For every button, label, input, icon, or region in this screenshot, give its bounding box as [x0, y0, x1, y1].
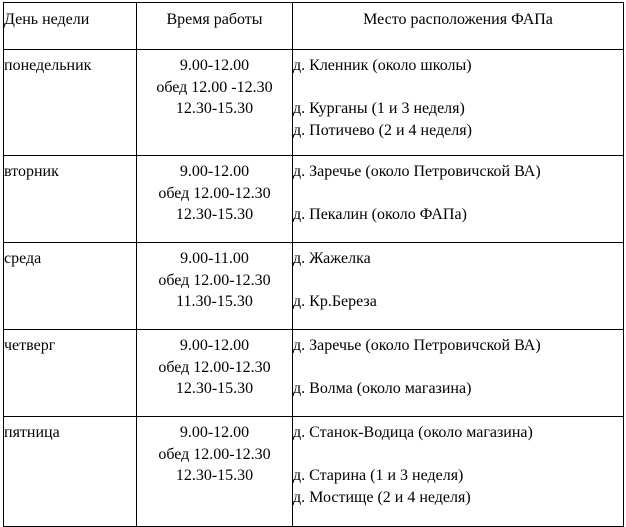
place-cell [293, 330, 624, 417]
work-hours: 9.00-11.00 [180, 250, 249, 267]
place-primary: д. Жажелка [293, 250, 371, 267]
time-cell [137, 417, 293, 527]
work-hours-after-lunch: 11.30-15.30 [176, 293, 253, 310]
lunch-break: обед 12.00-12.30 [158, 271, 271, 289]
place-secondary: д. Кр.Береза [293, 293, 377, 310]
place-secondary: д. Пекалин (около ФАПа) [293, 206, 467, 223]
place-primary: д. Станок-Водица (около магазина) [293, 424, 533, 441]
header-place: Место расположения ФАПа [293, 3, 624, 50]
work-hours: 9.00-12.00 [179, 163, 250, 180]
header-day: День недели [4, 3, 137, 50]
place-secondary: д. Мостище (2 и 4 неделя) [293, 488, 471, 506]
place-secondary: д. Потичево (2 и 4 неделя) [293, 121, 472, 139]
table-row [4, 243, 624, 330]
time-cell [137, 330, 293, 417]
place-secondary: д. Волма (около магазина) [293, 380, 472, 397]
table-row [4, 50, 624, 156]
place-primary: д. Заречье (около Петровичской ВА) [293, 337, 541, 354]
day-cell: вторник [4, 156, 137, 243]
work-hours-after-lunch: 12.30-15.30 [175, 380, 254, 397]
day-cell: пятница [4, 417, 137, 527]
table-row [4, 417, 624, 527]
place-cell [293, 243, 624, 330]
day-cell: четверг [4, 330, 137, 417]
place-secondary: д. Старина (1 и 3 неделя) [293, 467, 464, 484]
work-hours: 9.00-12.00 [179, 337, 250, 354]
day-cell: среда [4, 243, 137, 330]
table-row [4, 156, 624, 243]
time-cell [137, 50, 293, 156]
place-secondary: д. Курганы (1 и 3 неделя) [293, 100, 465, 117]
place-primary: д. Заречье (около Петровичской ВА) [293, 163, 541, 180]
place-cell [293, 417, 624, 527]
work-hours: 9.00-12.00 [179, 424, 250, 441]
lunch-break: обед 12.00-12.30 [158, 445, 271, 463]
lunch-break: обед 12.00-12.30 [158, 358, 271, 376]
place-cell [293, 156, 624, 243]
header-time: Время работы [137, 3, 293, 50]
header-row [4, 3, 624, 50]
work-hours-after-lunch: 12.30-15.30 [175, 206, 254, 223]
table-row [4, 330, 624, 417]
work-hours: 9.00-12.00 [179, 57, 250, 74]
lunch-break: обед 12.00 -12.30 [156, 78, 273, 96]
lunch-break: обед 12.00-12.30 [158, 184, 271, 202]
work-hours-after-lunch: 12.30-15.30 [175, 467, 254, 484]
time-cell [137, 156, 293, 243]
day-cell: понедельник [4, 50, 137, 156]
time-cell [137, 243, 293, 330]
schedule-table [3, 2, 624, 527]
work-hours-after-lunch: 12.30-15.30 [175, 100, 254, 117]
place-primary: д. Кленник (около школы) [293, 57, 472, 74]
place-cell [293, 50, 624, 156]
